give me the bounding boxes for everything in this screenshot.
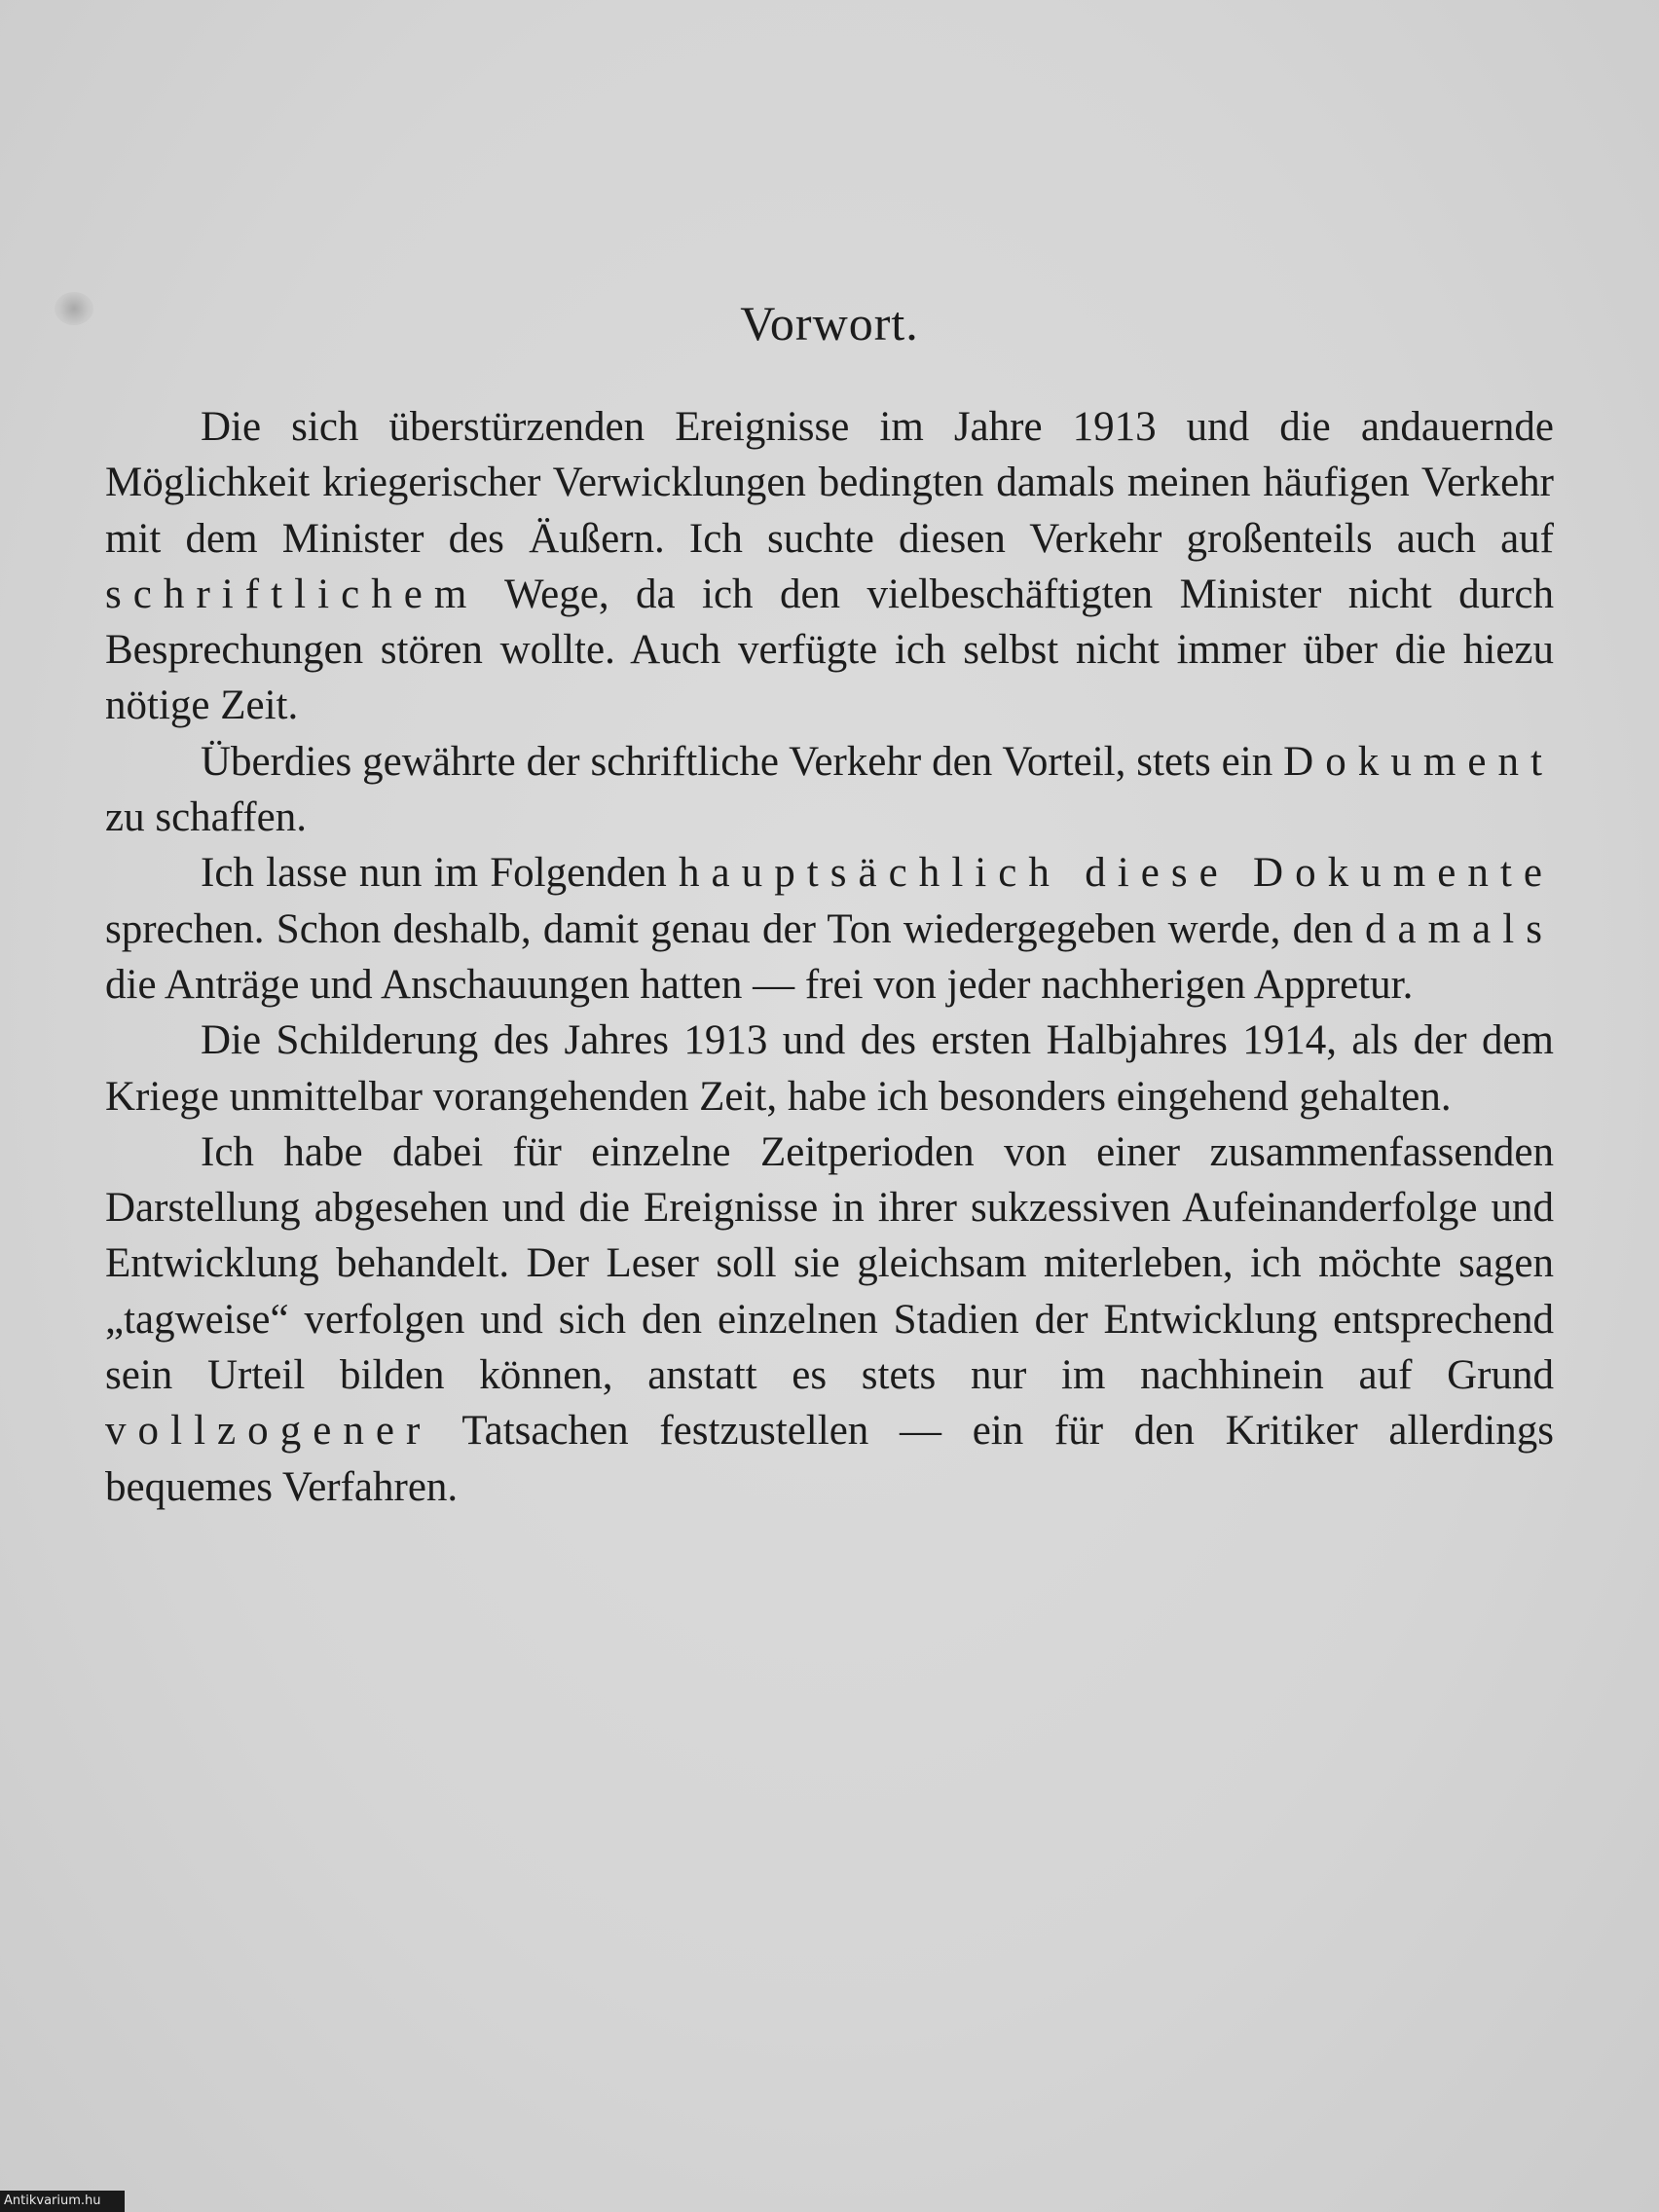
spaced-emphasis: hauptsächlich diese Dokumente (679, 850, 1554, 897)
paragraph-2 (105, 734, 1554, 846)
paragraph-3 (105, 845, 1554, 1013)
paragraph-1 (105, 399, 1554, 734)
spaced-emphasis: schriftlichem (105, 571, 479, 617)
paragraph-5 (105, 1124, 1554, 1515)
paragraph-3-text-c: die Anträge und Anschauungen hatten — frei von jeder nachherigen Appretur. (105, 961, 1414, 1008)
paragraph-2-text-b: zu schaffen. (105, 794, 307, 841)
paragraph-4-text-a: Die Schilderung des Jahres 1913 und des ersten Halbjahres 1914, als der dem Kriege unmittelbar vorangehenden Zeit, habe ich besonders eingehend gehalten. (105, 1017, 1554, 1120)
paragraph-1-text-b: Wege, da ich den vielbeschäftigten Minister nicht durch Besprechungen stören wollte. Auch verfügte ich selbst nicht immer über die hiezu nötige Zeit. (105, 571, 1554, 729)
spaced-emphasis: Dokument (1283, 738, 1554, 785)
paragraph-1-text-a: Die sich überstürzenden Ereignisse im Jahre 1913 und die andauernde Möglichkeit kriegerischer Verwicklungen bedingten damals meinen häufigen Verkehr mit dem Minister des Äußern. Ich suchte diesen Verkehr großenteils auch auf (105, 404, 1554, 562)
spaced-emphasis: damals (1364, 905, 1554, 952)
preface-text (105, 399, 1554, 1515)
paragraph-3-text-b: sprechen. Schon deshalb, damit genau der Ton wiedergegeben werde, den (105, 905, 1365, 952)
paragraph-4 (105, 1013, 1554, 1124)
page-title: Vorwort. (740, 296, 919, 350)
paragraph-5-text-b: Tatsachen festzustellen — ein für den Kritiker allerdings bequemes Verfahren. (105, 1408, 1554, 1510)
paragraph-5-text-a: Ich habe dabei für einzelne Zeitperioden von einer zusammenfassenden Darstellung abgesehen und die Ereignisse in ihrer sukzessiven Aufeinanderfolge und Entwicklung behandelt. Der Leser soll sie gleichsam miterleben, ich möchte sagen „tagweise“ verfolgen und sich den einzelnen Stadien der Entwicklung entsprechend sein Urteil bilden können, anstatt es stets nur im nachhinein auf Grund (105, 1128, 1554, 1399)
source-watermark: Antikvarium.hu (0, 2191, 125, 2212)
paragraph-2-text-a: Überdies gewährte der schriftliche Verkehr den Vorteil, stets ein (201, 738, 1284, 785)
paragraph-3-text-a: Ich lasse nun im Folgenden (201, 850, 680, 897)
spaced-emphasis: vollzogener (105, 1408, 432, 1455)
